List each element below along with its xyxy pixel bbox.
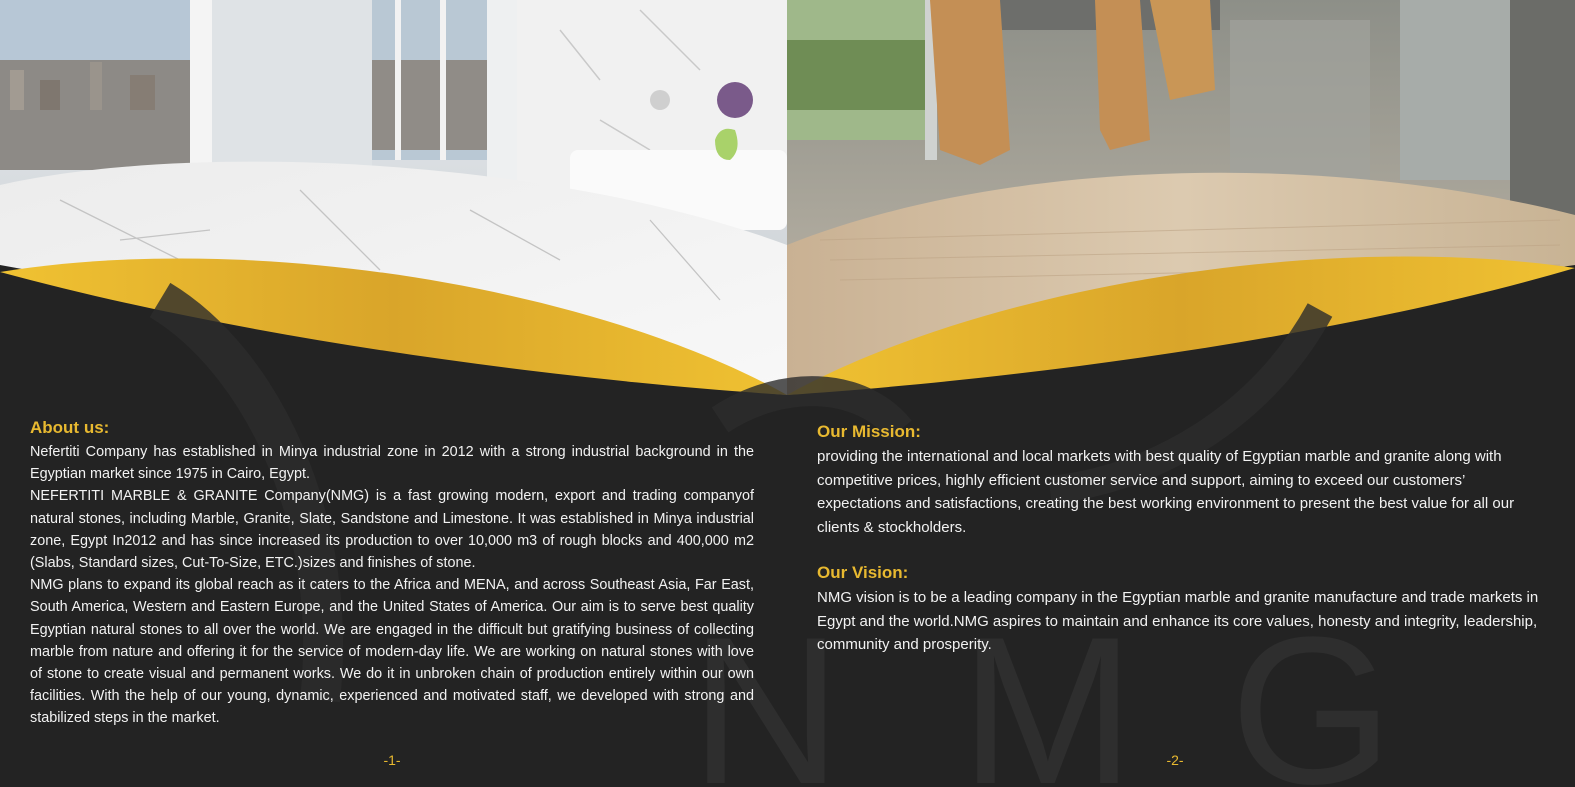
vision-heading: Our Vision: bbox=[817, 563, 909, 582]
mission-heading: Our Mission: bbox=[817, 422, 921, 441]
about-paragraph: NEFERTITI MARBLE & GRANITE Company(NMG) is a fast growing modern, export and trading companyof natural stones, including Marble, Granite, Slate, Sandstone and Limestone. It was established in Minya industrial zone, Egypt In2012 and has since increased its production to over 10,000 m3 of rough blocks and 400,000 m2 (Slabs, Standard sizes, Cut-To-Size, ETC.)sizes and finishes of stone. bbox=[30, 488, 754, 572]
vision-text: NMG vision is to be a leading company in the Egyptian marble and granite manufacture and trade markets in Egypt and the world.NMG aspires to maintain and enhance its core values, honesty and integrity, leadership, community and prosperity. bbox=[817, 589, 1539, 653]
left-page bbox=[0, 0, 787, 787]
about-us-body bbox=[30, 441, 754, 730]
about-us-heading: About us: bbox=[30, 418, 110, 437]
watermark-letter-m: M bbox=[960, 593, 1135, 787]
watermark-letter-n: N bbox=[690, 593, 842, 787]
watermark-letter-g: G bbox=[1230, 593, 1394, 787]
page-number-left: -1- bbox=[383, 752, 401, 768]
about-paragraph: Nefertiti Company has established in Minya industrial zone in 2012 with a strong industrial background in the Egyptian market since 1975 in Cairo, Egypt. bbox=[30, 444, 754, 483]
mission-text: providing the international and local markets with best quality of Egyptian marble and granite along with competitive prices, highly efficient customer service and support, aiming to exceed our customers’ expectations and satisfactions, creating the best working environment to present the best value for all our clients & stockholders. bbox=[817, 448, 1515, 536]
about-paragraph: NMG plans to expand its global reach as it caters to the Africa and MENA, and across Southeast Asia, Far East, South America, Western and Eastern Europe, and the United States of America. Our aim is to serve best quality Egyptian natural stones to all over the world. We are engaged in the difficult but gratifying business of collecting marble from nature and offering it for the service of modern-day life. We are working on natural stones with love of stone to create visual and permanent works. We do it in unbroken chain of production entirely within our own facilities. With the help of our young, dynamic, experienced and motivated staff, we developed with strong and stabilized steps in the market. bbox=[30, 577, 754, 727]
right-page bbox=[788, 0, 1575, 787]
page-number-right: -2- bbox=[1166, 752, 1184, 768]
